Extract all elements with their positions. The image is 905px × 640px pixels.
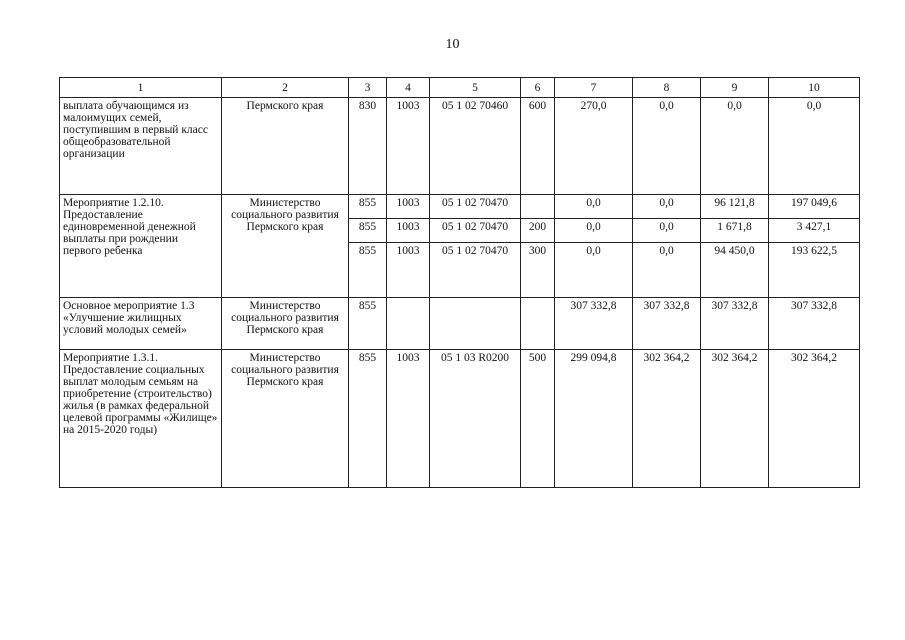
budget-table	[59, 77, 860, 488]
table-row	[60, 98, 860, 195]
agency-cell: Министерство социального развития Пермского края	[222, 195, 349, 298]
agency-cell: Министерство социального развития Пермского края	[222, 298, 349, 350]
code-cell: 05 1 02 70470	[430, 243, 521, 298]
agency-cell: Министерство социального развития Пермского края	[222, 350, 349, 488]
code-cell	[430, 298, 521, 350]
amount-cell: 270,0	[555, 98, 633, 195]
table-row	[60, 195, 860, 219]
amount-cell: 302 364,2	[633, 350, 701, 488]
column-header: 9	[701, 78, 769, 98]
code-cell: 05 1 02 70470	[430, 219, 521, 243]
code-cell: 855	[349, 298, 387, 350]
column-header: 1	[60, 78, 222, 98]
amount-cell: 302 364,2	[701, 350, 769, 488]
amount-cell: 193 622,5	[769, 243, 860, 298]
measure-name-cell: Мероприятие 1.2.10. Предоставление единовременной денежной выплаты при рождении первого ребенка	[60, 195, 222, 298]
measure-name-cell: Мероприятие 1.3.1. Предоставление социальных выплат молодым семьям на приобретение (строительство) жилья (в рамках федеральной целевой программы «Жилище» на 2015-2020 годы)	[60, 350, 222, 488]
code-cell: 1003	[387, 195, 430, 219]
agency-cell: Пермского края	[222, 98, 349, 195]
amount-cell: 307 332,8	[769, 298, 860, 350]
code-cell: 05 1 03 R0200	[430, 350, 521, 488]
code-cell	[521, 195, 555, 219]
code-cell: 1003	[387, 243, 430, 298]
header-row	[60, 78, 860, 98]
column-header: 2	[222, 78, 349, 98]
code-cell: 300	[521, 243, 555, 298]
code-cell: 855	[349, 350, 387, 488]
amount-cell: 0,0	[633, 219, 701, 243]
column-header: 3	[349, 78, 387, 98]
amount-cell: 299 094,8	[555, 350, 633, 488]
code-cell: 600	[521, 98, 555, 195]
amount-cell: 0,0	[555, 195, 633, 219]
amount-cell: 0,0	[701, 98, 769, 195]
code-cell: 830	[349, 98, 387, 195]
code-cell: 855	[349, 243, 387, 298]
column-header: 6	[521, 78, 555, 98]
code-cell: 05 1 02 70470	[430, 195, 521, 219]
table-row	[60, 350, 860, 488]
code-cell: 1003	[387, 350, 430, 488]
amount-cell: 0,0	[633, 98, 701, 195]
code-cell: 200	[521, 219, 555, 243]
code-cell: 500	[521, 350, 555, 488]
amount-cell: 307 332,8	[555, 298, 633, 350]
table-row	[60, 298, 860, 350]
code-cell: 855	[349, 219, 387, 243]
amount-cell: 3 427,1	[769, 219, 860, 243]
amount-cell: 307 332,8	[633, 298, 701, 350]
amount-cell: 197 049,6	[769, 195, 860, 219]
code-cell: 05 1 02 70460	[430, 98, 521, 195]
column-header: 4	[387, 78, 430, 98]
amount-cell: 307 332,8	[701, 298, 769, 350]
column-header: 10	[769, 78, 860, 98]
amount-cell: 0,0	[769, 98, 860, 195]
amount-cell: 1 671,8	[701, 219, 769, 243]
page-number: 10	[445, 37, 460, 52]
measure-name-cell: выплата обучающимся из малоимущих семей, поступившим в первый класс общеобразовательной организации	[60, 98, 222, 195]
amount-cell: 96 121,8	[701, 195, 769, 219]
code-cell	[521, 298, 555, 350]
amount-cell: 302 364,2	[769, 350, 860, 488]
amount-cell: 0,0	[555, 243, 633, 298]
code-cell: 1003	[387, 219, 430, 243]
code-cell	[387, 298, 430, 350]
column-header: 7	[555, 78, 633, 98]
amount-cell: 0,0	[633, 243, 701, 298]
column-header: 5	[430, 78, 521, 98]
amount-cell: 0,0	[555, 219, 633, 243]
amount-cell: 0,0	[633, 195, 701, 219]
code-cell: 1003	[387, 98, 430, 195]
amount-cell: 94 450,0	[701, 243, 769, 298]
column-header: 8	[633, 78, 701, 98]
measure-name-cell: Основное мероприятие 1.3 «Улучшение жилищных условий молодых семей»	[60, 298, 222, 350]
code-cell: 855	[349, 195, 387, 219]
